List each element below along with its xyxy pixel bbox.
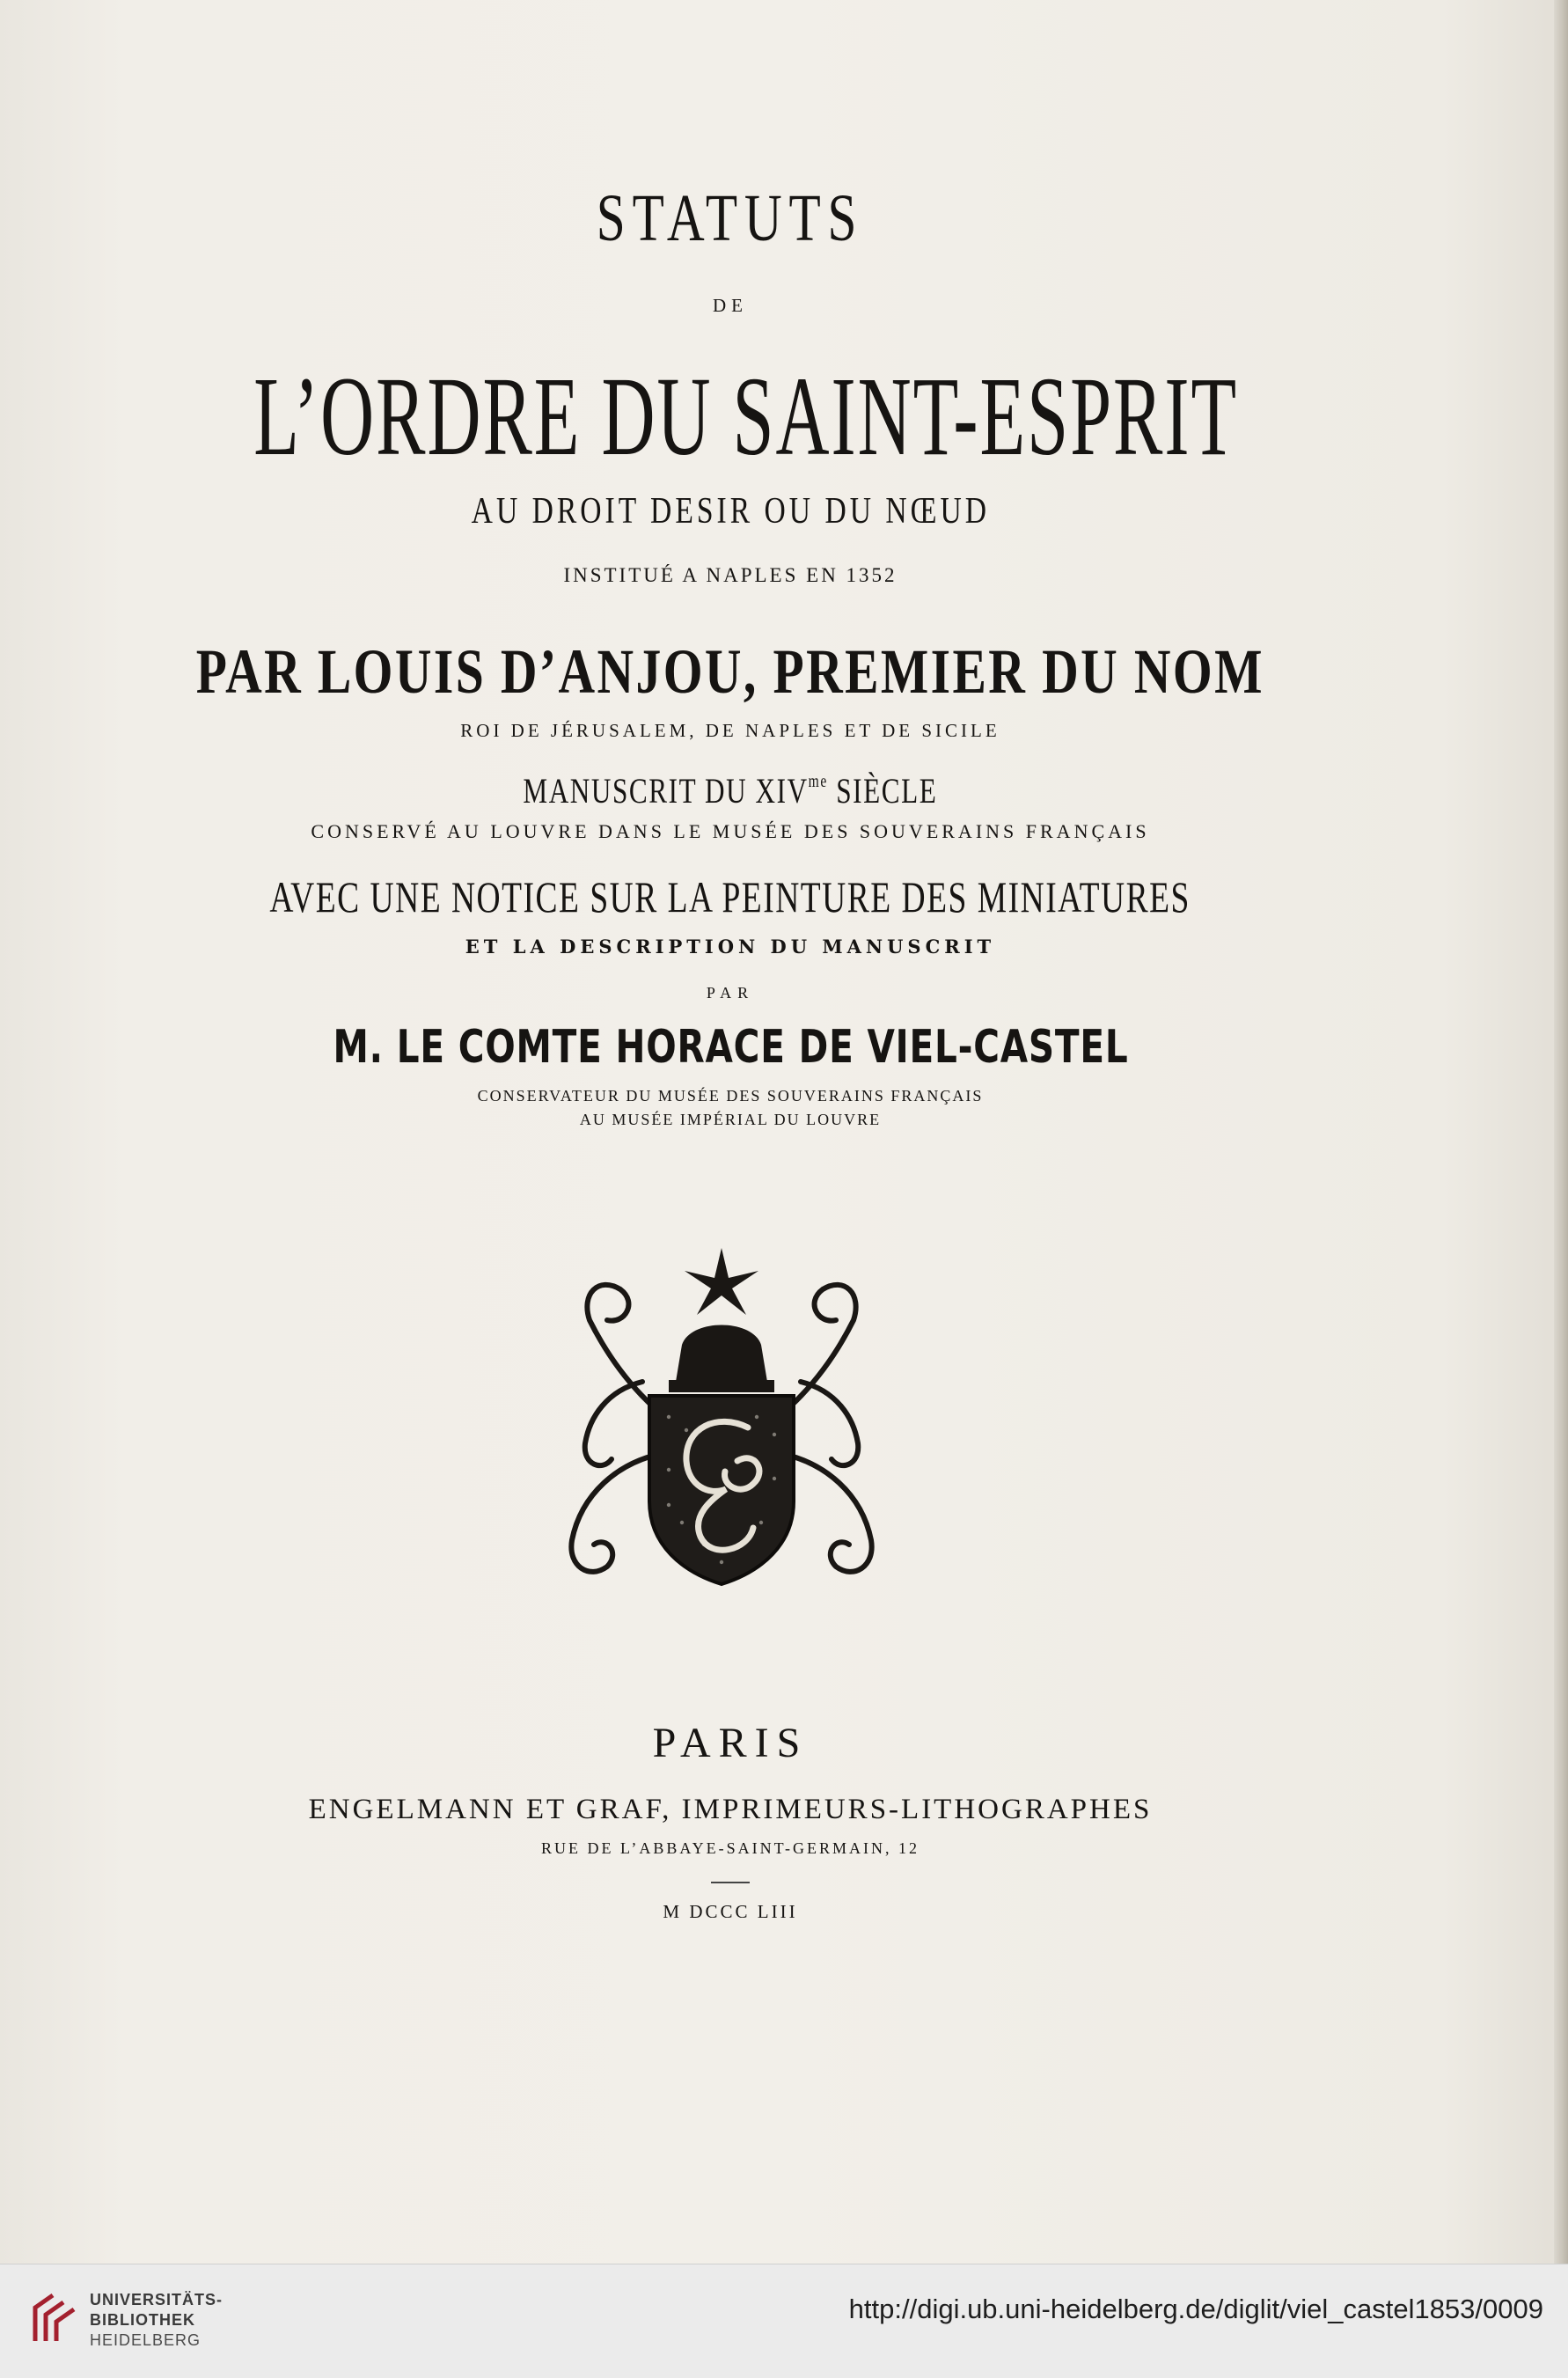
divider — [711, 1882, 750, 1883]
conserved-line: CONSERVÉ AU LOUVRE DANS LE MUSÉE DES SOUVERAINS FRANÇAIS — [311, 820, 1150, 842]
order-title: L’ORDRE DU SAINT-ESPRIT — [253, 354, 1239, 479]
author-role-2: AU MUSÉE IMPÉRIAL DU LOUVRE — [579, 1111, 882, 1128]
publisher: ENGELMANN ET GRAF, IMPRIMEURS-LITHOGRAPHES — [308, 1794, 1153, 1825]
permalink-url[interactable]: http://digi.ub.uni-heidelberg.de/diglit/viel_castel1853/0009 — [848, 2294, 1543, 2324]
manuscript-text: MANUSCRIT DU XIV — [523, 771, 809, 811]
manuscript-line — [0, 770, 1461, 811]
heading-de: DE — [713, 295, 748, 316]
author-name: M. LE COMTE HORACE DE VIEL-CASTEL — [332, 1021, 1128, 1074]
instituted-line: INSTITUÉ A NAPLES EN 1352 — [563, 564, 898, 586]
manuscript-end: SIÈCLE — [828, 771, 938, 811]
author-role-1: CONSERVATEUR DU MUSÉE DES SOUVERAINS FRANÇAIS — [477, 1087, 984, 1105]
page-edge — [1554, 0, 1568, 2264]
heraldic-crest-monogram-icon — [537, 1241, 906, 1602]
publication-year: M DCCC LIII — [663, 1901, 798, 1922]
manuscript-sup: me — [808, 772, 829, 791]
founder-title: ROI DE JÉRUSALEM, DE NAPLES ET DE SICILE — [460, 720, 1000, 741]
notice-line: AVEC UNE NOTICE SUR LA PEINTURE DES MINIATURES — [269, 872, 1191, 921]
library-logo-icon[interactable] — [26, 2288, 77, 2350]
description-line: ET LA DESCRIPTION DU MANUSCRIT — [465, 936, 996, 958]
library-name-line-1: UNIVERSITÄTS- — [90, 2291, 223, 2308]
par-line: PAR — [706, 984, 755, 1002]
library-name-line-2: BIBLIOTHEK — [90, 2311, 195, 2329]
publisher-address: RUE DE L’ABBAYE-SAINT-GERMAIN, 12 — [540, 1839, 920, 1857]
subtitle: AU DROIT DESIR OU DU NŒUD — [471, 491, 990, 532]
founder-line: PAR LOUIS D’ANJOU, PREMIER DU NOM — [195, 636, 1265, 707]
heading-statuts: STATUTS — [597, 181, 864, 255]
city: PARIS — [652, 1720, 809, 1766]
library-name-line-3: HEIDELBERG — [90, 2331, 201, 2349]
